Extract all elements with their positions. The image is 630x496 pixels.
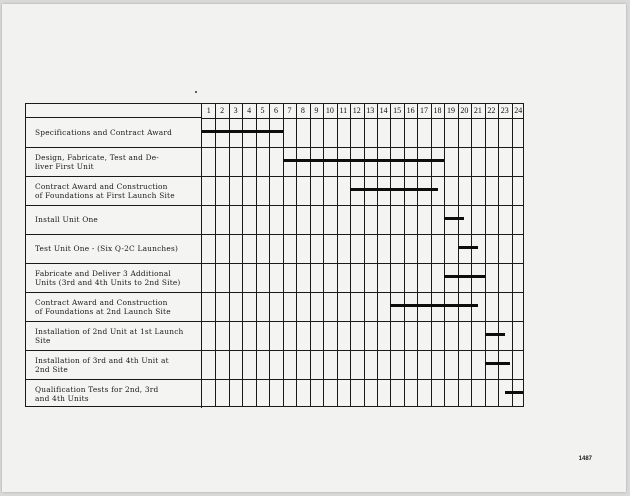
task-label-cell [26,350,202,379]
month-label: 13 [366,106,375,115]
month-label: 23 [500,106,509,115]
month-label: 1 [206,106,211,115]
task-bar [444,275,484,278]
task-bar [444,217,464,220]
task-label: Contract Award and Construction of Foundations at 2nd Launch Site [35,297,171,316]
month-label: 19 [446,106,455,115]
month-grid-line [215,104,216,406]
row-grid-line [202,379,523,380]
month-label: 8 [300,106,305,115]
month-label: 14 [379,106,388,115]
month-grid-line [512,104,513,406]
month-label: 4 [247,106,252,115]
month-grid-line [458,104,459,406]
document-page [2,4,626,492]
month-grid-line [283,104,284,406]
row-grid-line [202,234,523,235]
row-grid-line [202,350,523,351]
task-label-cell [26,205,202,234]
row-grid-line [202,205,523,206]
task-label: Fabricate and Deliver 3 Additional Units (3rd and 4th Units to 2nd Site) [35,268,181,287]
month-grid-line [364,104,365,406]
month-label: 22 [487,106,496,115]
task-label: Specifications and Contract Award [35,127,173,137]
row-grid-line [202,263,523,264]
task-label-cell [26,321,202,350]
month-label: 20 [460,106,469,115]
task-label: Installation of 3rd and 4th Unit at 2nd Site [35,355,169,374]
month-label: 3 [233,106,238,115]
task-label: Contract Award and Construction of Foundations at First Launch Site [35,181,175,200]
month-grid-line [256,104,257,406]
month-label: 21 [473,106,482,115]
task-label: Installation of 2nd Unit at 1st Launch Site [35,326,184,345]
month-label: 11 [339,106,348,115]
month-grid-line [310,104,311,406]
header-divider [202,118,523,119]
row-grid-line [202,176,523,177]
month-grid-line [350,104,351,406]
month-grid-line [242,104,243,406]
month-label: 17 [420,106,429,115]
task-bar [202,130,283,133]
month-grid-line [323,104,324,406]
month-grid-line [296,104,297,406]
month-label: 2 [220,106,225,115]
task-bar [485,362,511,365]
task-label-cell [26,147,202,176]
month-label: 6 [274,106,278,115]
schedule-chart [25,103,524,407]
month-grid-line [417,104,418,406]
task-label-cell [26,118,202,147]
month-grid-line [377,104,378,406]
task-bar [505,391,523,394]
month-label: 12 [352,106,361,115]
month-label: 18 [433,106,442,115]
month-label: 7 [287,106,292,115]
task-label-cell [26,292,202,321]
page-number: 1487 [578,456,592,462]
month-grid-line [444,104,445,406]
month-label: 9 [314,106,319,115]
task-bar [283,159,445,162]
month-grid-line [471,104,472,406]
task-label-cell [26,234,202,263]
month-grid-line [431,104,432,406]
task-bar [350,188,437,191]
paper-speck [195,91,197,93]
task-label: Design, Fabricate, Test and De- liver First Unit [35,152,159,171]
month-label: 15 [393,106,402,115]
task-label: Test Unit One - (Six Q-2C Launches) [35,244,179,254]
task-label: Qualification Tests for 2nd, 3rd and 4th Units [35,384,159,403]
month-label: 16 [406,106,415,115]
month-grid-line [337,104,338,406]
task-label-cell [26,379,202,408]
task-bar [458,246,478,249]
month-grid-line [269,104,270,406]
row-grid-line [202,147,523,148]
task-label: Install Unit One [35,215,98,225]
month-label: 24 [514,106,523,115]
task-bar [485,333,505,336]
row-grid-line [202,321,523,322]
month-grid-line [390,104,391,406]
month-grid-line [404,104,405,406]
month-label: 5 [260,106,265,115]
task-label-cell [26,263,202,292]
row-grid-line [202,292,523,293]
header-label-cell [26,104,202,118]
month-grid-line [229,104,230,406]
task-label-cell [26,176,202,205]
task-bar [390,304,477,307]
month-label: 10 [325,106,334,115]
